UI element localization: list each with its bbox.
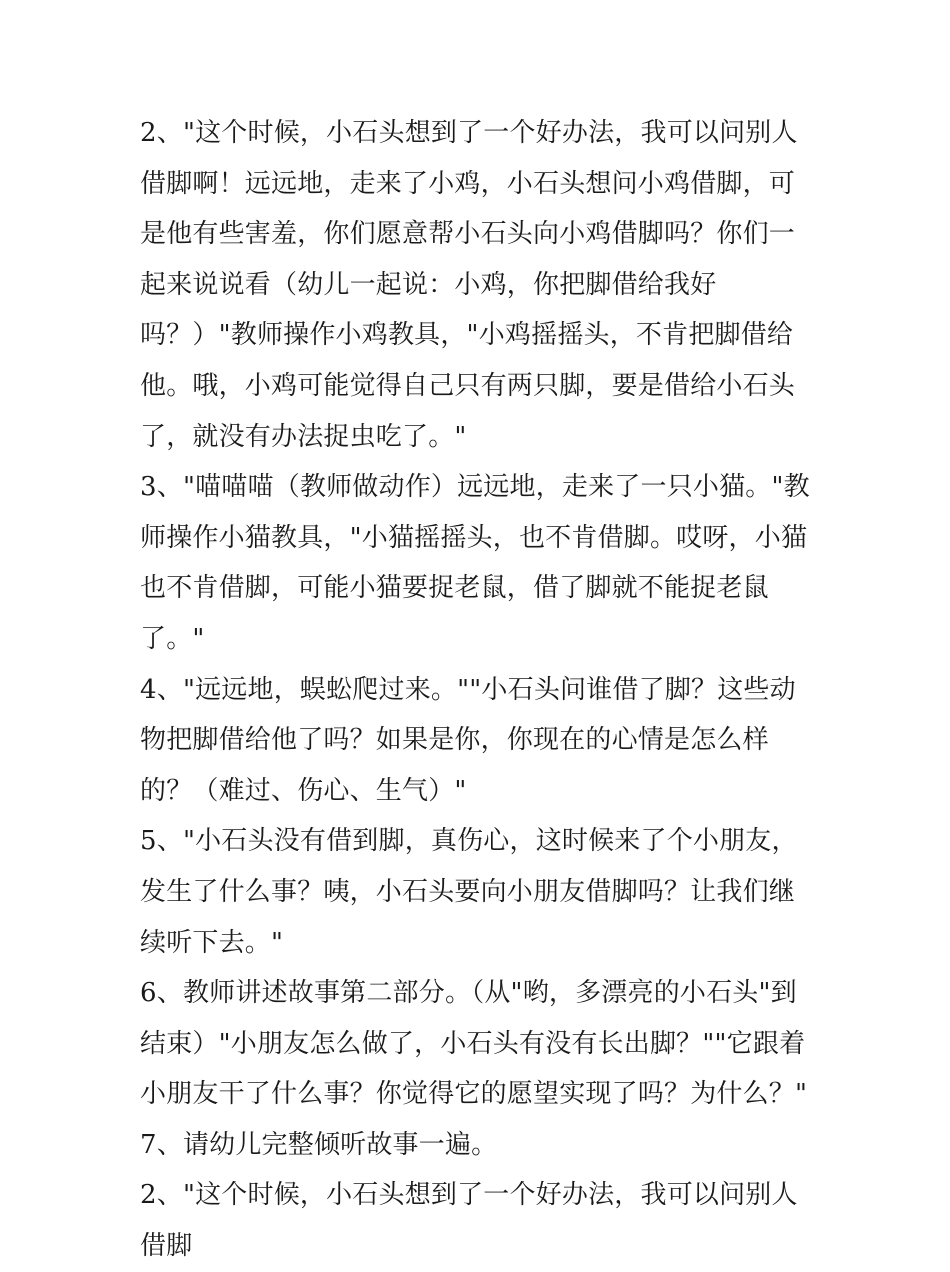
paragraph-step-2-repeat: 2、"这个时候，小石头想到了一个好办法，我可以问别人借脚: [140, 1180, 798, 1262]
paragraph-step-2: 2、"这个时候，小石头想到了一个好办法，我可以问别人借脚啊！远远地，走来了小鸡，小石头想问小鸡借脚，可是他有些害羞，你们愿意帮小石头向小鸡借脚吗？你们一起来说说看（幼儿一起说：小鸡，你把脚借给我好吗？）"教师操作小鸡教具，"小鸡摇摇头，不肯把脚借给他。哦，小鸡可能觉得自己只有两只脚，要是借给小石头了，就没有办法捉虫吃了。": [140, 118, 798, 452]
paragraph-step-6: 6、教师讲述故事第二部分。（从"哟，多漂亮的小石头"到结束）"小朋友怎么做了，小石头有没有长出脚？""它跟着小朋友干了什么事？你觉得它的愿望实现了吗？为什么？": [140, 978, 808, 1110]
document-body: [140, 108, 820, 1272]
paragraph-step-4: 4、"远远地，蜈蚣爬过来。""小石头问谁借了脚？这些动物把脚借给他了吗？如果是你，你现在的心情是怎么样的？（难过、伤心、生气）": [140, 674, 796, 806]
paragraph-step-7: 7、请幼儿完整倾听故事一遍。: [140, 1129, 498, 1160]
paragraph-step-3: 3、"喵喵喵（教师做动作）远远地，走来了一只小猫。"教师操作小猫教具，"小猫摇摇头，也不肯借脚。哎呀，小猫也不肯借脚，可能小猫要捉老鼠，借了脚就不能捉老鼠了。": [140, 472, 810, 654]
paragraph-step-5: 5、"小石头没有借到脚，真伤心，这时候来了个小朋友，发生了什么事？咦，小石头要向小朋友借脚吗？让我们继续听下去。": [140, 826, 798, 958]
